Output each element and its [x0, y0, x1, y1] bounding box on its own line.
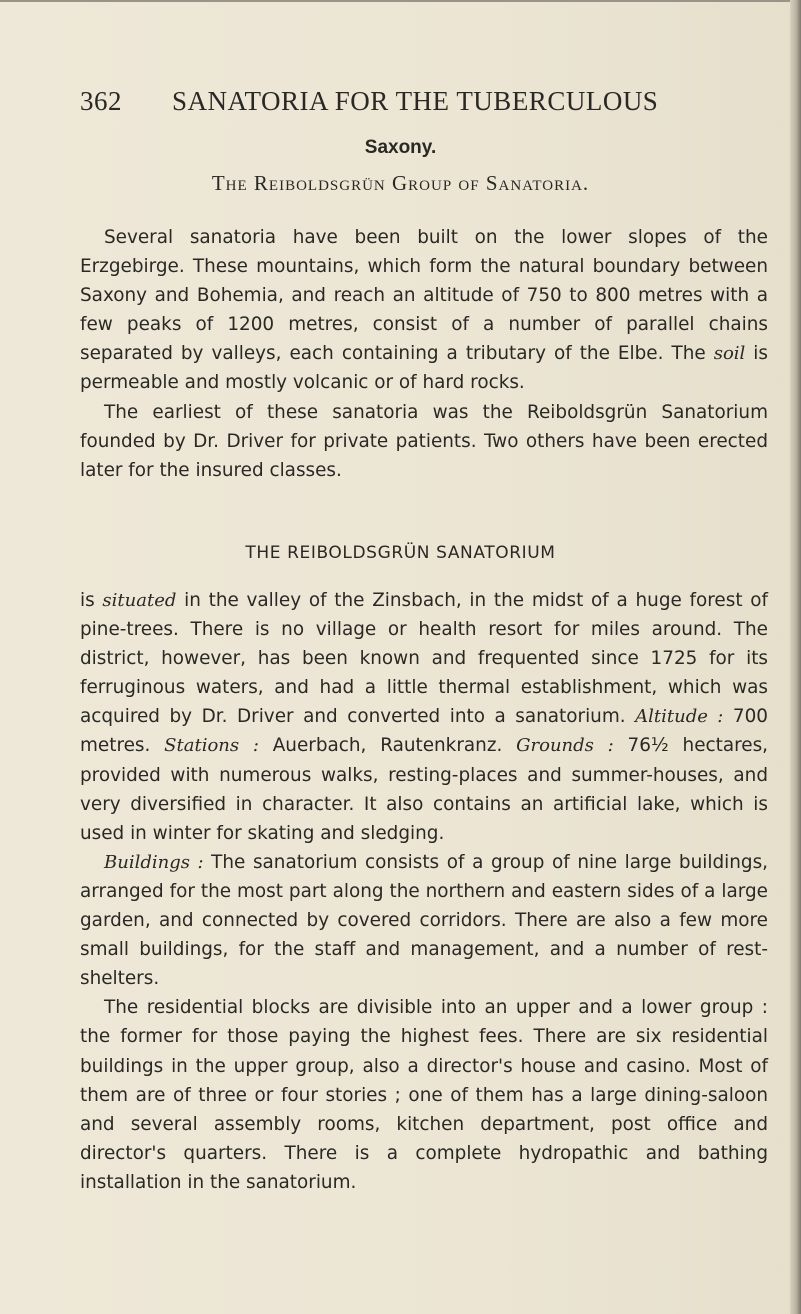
- grounds-term: Grounds :: [516, 735, 614, 757]
- page-number: 362: [80, 86, 122, 116]
- intro-text: [80, 223, 768, 485]
- group-title-text: The Reiboldsgrün Group of Sanatoria.: [211, 171, 590, 195]
- running-head: [80, 83, 720, 119]
- sanatorium-text: [80, 586, 768, 1197]
- soil-term: soil: [713, 343, 746, 365]
- page-binding-edge: [790, 0, 801, 1314]
- group-title: [0, 169, 801, 197]
- section-title: Saxony.: [364, 137, 437, 158]
- intro-paragraph-1: Several sanatoria have been built on the lower slopes of the Erzgebirge. These mountains, which form the natural boundary between Saxony and Bohemia, and reach an altitude of 750 to 800 metres with a few peaks of 1200 metres, consist of a number of parallel chains separated by valleys, each containing a tributary of the Elbe. The soil is permeable and mostly volcanic or of hard rocks.: [80, 227, 768, 394]
- sanatorium-paragraph-1: is situated in the valley of the Zinsbach, in the midst of a huge forest of pine-trees. There is no village or health resort for miles around. The district, however, has been known and frequented since 1725 for its ferruginous waters, and had a little thermal establishment, which was acquired by Dr. Driver and converted into a sanatorium. Altitude : 700 metres. Stations : Auerbach, Rautenkranz. Grounds : 76½ hectares, provided with numerous walks, resting-places and summer-houses, and very diversified in character. It also contains an artificial lake, which is used in winter for skating and sledging.: [80, 590, 768, 844]
- page-top-edge: [0, 0, 795, 2]
- buildings-term: Buildings :: [104, 851, 204, 873]
- stations-term: Stations :: [164, 735, 259, 757]
- situated-term: situated: [102, 590, 177, 611]
- running-title: SANATORIA FOR THE TUBERCULOUS: [172, 86, 659, 116]
- altitude-term: Altitude :: [635, 706, 724, 728]
- subheading: THE REIBOLDSGRÜN SANATORIUM: [245, 543, 556, 563]
- intro-paragraph-2: The earliest of these sanatoria was the Reiboldsgrün Sanatorium founded by Dr. Driver for private patients. Two others have been erected later for the insured classes.: [80, 401, 768, 481]
- residential-paragraph: The residential blocks are divisible into an upper and a lower group : the former for those paying the highest fees. There are six residential buildings in the upper group, also a director's house and casino. Most of them are of three or four stories ; one of them has a large dining-saloon and several assembly rooms, kitchen department, post office and director's quarters. There is a complete hydropathic and bathing installation in the sanatorium.: [80, 997, 768, 1193]
- buildings-paragraph: Buildings : The sanatorium consists of a group of nine large buildings, arranged for the most part along the northern and eastern sides of a large garden, and connected by covered corridors. There are also a few more small buildings, for the staff and management, and a number of rest-shelters.: [80, 851, 768, 990]
